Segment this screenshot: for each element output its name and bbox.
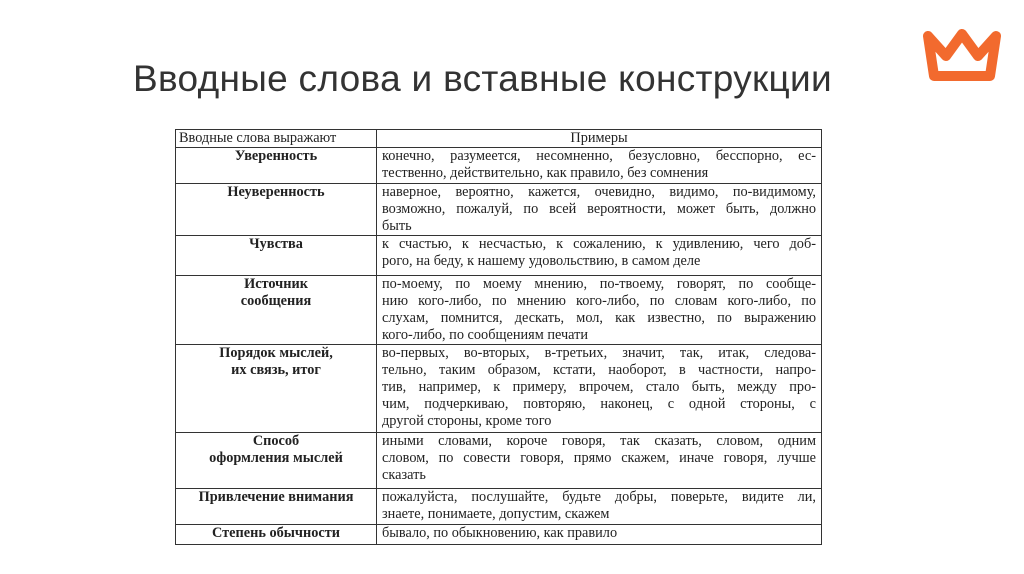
category-cell <box>176 433 377 489</box>
table-row <box>176 276 822 345</box>
examples-text: знаете, понимаете, допустим, скажем <box>382 506 610 522</box>
examples-cell <box>377 236 822 276</box>
table-row <box>176 489 822 525</box>
category-cell <box>176 148 377 184</box>
examples-text: бывало, по обыкновению, как правило <box>382 525 618 541</box>
crown-logo-icon <box>922 28 1002 82</box>
examples-text: нию кого-либо, по мнению кого-либо, по словам кого-либо, по <box>382 293 816 309</box>
examples-cell <box>377 184 822 236</box>
column-header-category: Вводные слова выражают <box>176 130 377 148</box>
category-text: Способ <box>252 433 300 449</box>
table-row <box>176 184 822 236</box>
examples-cell <box>377 345 822 433</box>
examples-text: сказать <box>382 467 426 483</box>
slide-title: Вводные слова и вставные конструкции <box>133 58 832 99</box>
introductory-words-table <box>175 129 822 545</box>
category-text: их связь, итог <box>231 362 321 378</box>
examples-cell <box>377 525 822 545</box>
category-text: Источник <box>244 276 308 292</box>
examples-text: слухам, помнится, дескать, мол, как известно, по выражению <box>382 310 816 326</box>
examples-text: тественно, действительно, как правило, без сомнения <box>382 165 709 181</box>
examples-cell <box>377 433 822 489</box>
examples-text: во-первых, во-вторых, в-третьих, значит, так, итак, следова- <box>382 345 816 361</box>
category-cell <box>176 345 377 433</box>
category-cell <box>176 525 377 545</box>
category-text: Неуверенность <box>227 184 325 200</box>
examples-text: возможно, пожалуй, по всей вероятности, может быть, должно <box>382 201 816 217</box>
examples-text: наверное, вероятно, кажется, очевидно, видимо, по-видимому, <box>382 184 816 200</box>
category-cell <box>176 184 377 236</box>
examples-cell <box>377 489 822 525</box>
examples-text: к счастью, к несчастью, к сожалению, к удивлению, чего доб- <box>382 236 816 252</box>
examples-text: тив, например, к примеру, впрочем, стало быть, между про- <box>382 379 816 395</box>
table-row <box>176 345 822 433</box>
category-text: Степень обычности <box>212 525 340 541</box>
category-text: Уверенность <box>234 148 318 164</box>
examples-text: быть <box>382 218 412 234</box>
examples-cell <box>377 148 822 184</box>
category-text: Чувства <box>249 236 303 252</box>
examples-text: по-моему, по моему мнению, по-твоему, говорят, по сообще- <box>382 276 816 292</box>
table-row <box>176 433 822 489</box>
table-header-row <box>176 130 822 148</box>
table-row <box>176 236 822 276</box>
table-row <box>176 148 822 184</box>
examples-text: чим, подчеркиваю, повторяю, наконец, с одной стороны, с <box>382 396 816 412</box>
examples-text: кого-либо, по сообщениям печати <box>382 327 589 343</box>
examples-cell <box>377 276 822 345</box>
examples-text: словом, по совести говоря, прямо скажем, иначе говоря, лучше <box>382 450 816 466</box>
category-text: Порядок мыслей, <box>219 345 333 361</box>
category-text: оформления мыслей <box>209 450 343 466</box>
category-cell <box>176 236 377 276</box>
examples-text: другой стороны, кроме того <box>382 413 552 429</box>
category-cell <box>176 489 377 525</box>
examples-text: конечно, разумеется, несомненно, безусловно, бесспорно, ес- <box>382 148 816 164</box>
examples-text: иными словами, короче говоря, так сказать, словом, одним <box>382 433 816 449</box>
column-header-examples: Примеры <box>377 130 822 148</box>
category-text: сообщения <box>240 293 312 309</box>
category-cell <box>176 276 377 345</box>
examples-text: рого, на беду, к нашему удовольствию, в самом деле <box>382 253 701 269</box>
table-row <box>176 525 822 545</box>
examples-text: пожалуйста, послушайте, будьте добры, поверьте, видите ли, <box>382 489 816 505</box>
category-text: Привлечение внимания <box>198 489 354 505</box>
examples-text: тельно, таким образом, кстати, наоборот, в частности, напро- <box>382 362 816 378</box>
